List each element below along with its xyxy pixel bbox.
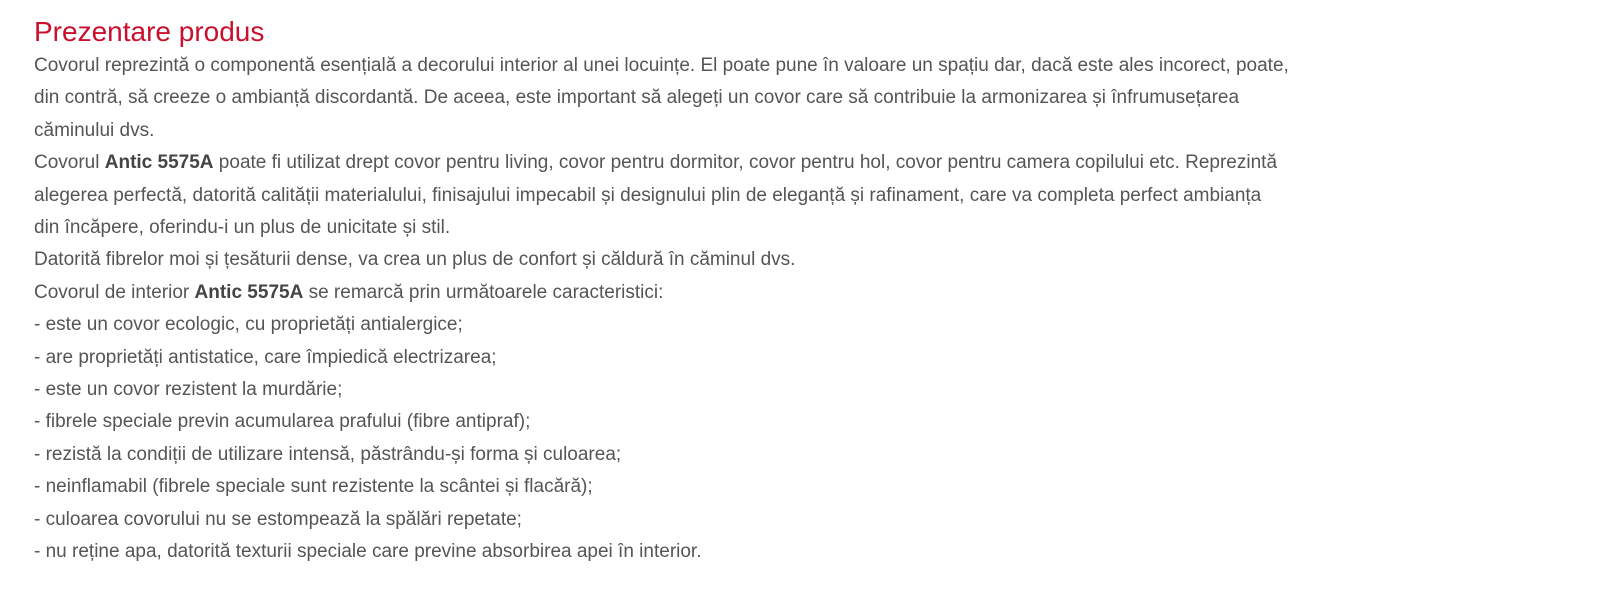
product-name: Antic 5575A [194,281,304,303]
line-text: Datorită fibrelor moi și țesăturii dense, va crea un plus de confort și căldură în căminul dvs. [34,249,796,271]
line-text: - nu reține apa, datorită texturii speciale care previne absorbirea apei în interior. [34,541,702,563]
product-name: Antic 5575A [104,152,214,174]
line-text: - culoarea covorului nu se estompează la spălări repetate; [34,508,522,530]
line-text: din contră, să creeze o ambianță discordantă. De aceea, este important să alegeți un covor care să contribuie la armonizarea și înfrumusețarea [34,87,1240,109]
line-text: - este un covor rezistent la murdărie; [34,379,343,401]
description-line [34,471,1289,503]
description-line [34,309,1289,341]
line-text: Covorul [34,152,105,174]
line-text: poate fi utilizat drept covor pentru living, covor pentru dormitor, covor pentru hol, covor pentru camera copilului etc. Reprezintă [213,152,1278,174]
line-text: - fibrele speciale previn acumularea prafului (fibre antipraf); [34,411,531,433]
description-line [34,277,1289,309]
description-line [34,82,1289,114]
line-text: din încăpere, oferindu-i un plus de unicitate și stil. [34,217,451,239]
line-text: - este un covor ecologic, cu proprietăți antialergice; [34,314,463,336]
product-description [34,14,1289,569]
description-line [34,504,1289,536]
description-line [34,244,1289,276]
description-line [34,439,1289,471]
section-title: Prezentare produs [34,16,265,47]
description-line [34,147,1289,179]
description-line [34,406,1289,438]
description-line [34,115,1289,147]
line-text: - neinflamabil (fibrele speciale sunt rezistente la scântei și flacără); [34,476,593,498]
line-text: - are proprietăți antistatice, care împiedică electrizarea; [34,346,497,368]
line-text: căminului dvs. [34,119,155,141]
line-text: Covorul reprezintă o componentă esențială a decorului interior al unei locuințe. El poate pune în valoare un spațiu dar, dacă este ales incorect, poate, [34,55,1289,76]
description-line [34,536,1289,568]
description-line [34,180,1289,212]
description-line [34,50,1289,82]
line-text: - rezistă la condiții de utilizare intensă, păstrându-și forma și culoarea; [34,443,622,465]
line-text: se remarcă prin următoarele caracteristici: [303,281,664,303]
description-line [34,374,1289,406]
line-text: Covorul de interior [34,281,195,303]
description-body [34,50,1289,569]
description-line [34,212,1289,244]
description-line [34,342,1289,374]
line-text: alegerea perfectă, datorită calității materialului, finisajului impecabil și designului plin de eleganță și rafinament, care va completa perfect ambianța [34,184,1262,206]
